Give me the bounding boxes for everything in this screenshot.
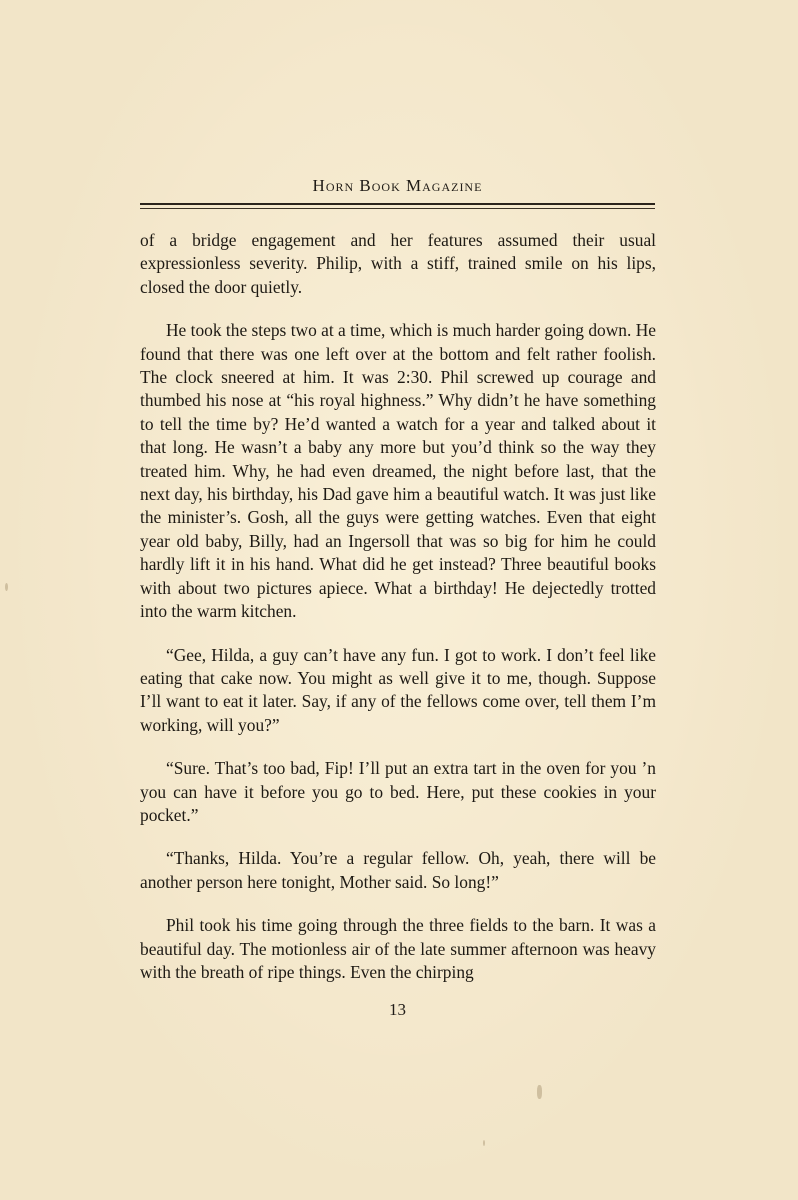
- body-text: [140, 229, 656, 1004]
- header-rule: [140, 203, 655, 205]
- paragraph: “Gee, Hilda, a guy can’t have any fun. I got to work. I don’t feel like eating that cake now. You might as well give it to me, though. Suppose I’ll want to eat it later. Say, if any of the fellows come over, tell them I’m working, will you?”: [140, 644, 656, 735]
- paragraph: “Thanks, Hilda. You’re a regular fellow. Oh, yeah, there will be another person here tonight, Mother said. So long!”: [140, 848, 656, 892]
- paper-speck: [537, 1085, 542, 1099]
- paragraph: He took the steps two at a time, which is much harder going down. He found that there was one left over at the bottom and felt rather foolish. The clock sneered at him. It was 2:30. Phil screwed up courage and thumbed his nose at “his royal highness.” Why didn’t he have something to tell the time by? He’d wanted a watch for a year and talked about it that long. He wasn’t a baby any more but you’d think so the way they treated him. Why, he had even dreamed, the night before last, that the next day, his birthday, his Dad gave him a beautiful watch. It was just like the minister’s. Gosh, all the guys were getting watches. Even that eight year old baby, Billy, had an Ingersoll that was so big for him he could hardly lift it in his hand. What did he get instead? Three beautiful books with about two pictures apiece. What a birthday! He dejectedly trotted into the warm kitchen.: [140, 320, 656, 622]
- paper-speck: [5, 583, 8, 591]
- header-rule-thin: [140, 208, 655, 209]
- paragraph: Phil took his time going through the three fields to the barn. It was a beautiful day. The motionless air of the late summer afternoon was heavy with the breath of ripe things. Even the chirping: [140, 915, 656, 982]
- running-header: Horn Book Magazine: [312, 176, 483, 195]
- page-number: 13: [389, 1000, 406, 1019]
- paper-speck: [483, 1140, 485, 1146]
- paragraph: of a bridge engagement and her features assumed their usual expressionless severity. Philip, with a stiff, trained smile on his lips, closed the door quietly.: [140, 230, 656, 297]
- paragraph: “Sure. That’s too bad, Fip! I’ll put an extra tart in the oven for you ’n you can have it before you go to bed. Here, put these cookies in your pocket.”: [140, 758, 656, 825]
